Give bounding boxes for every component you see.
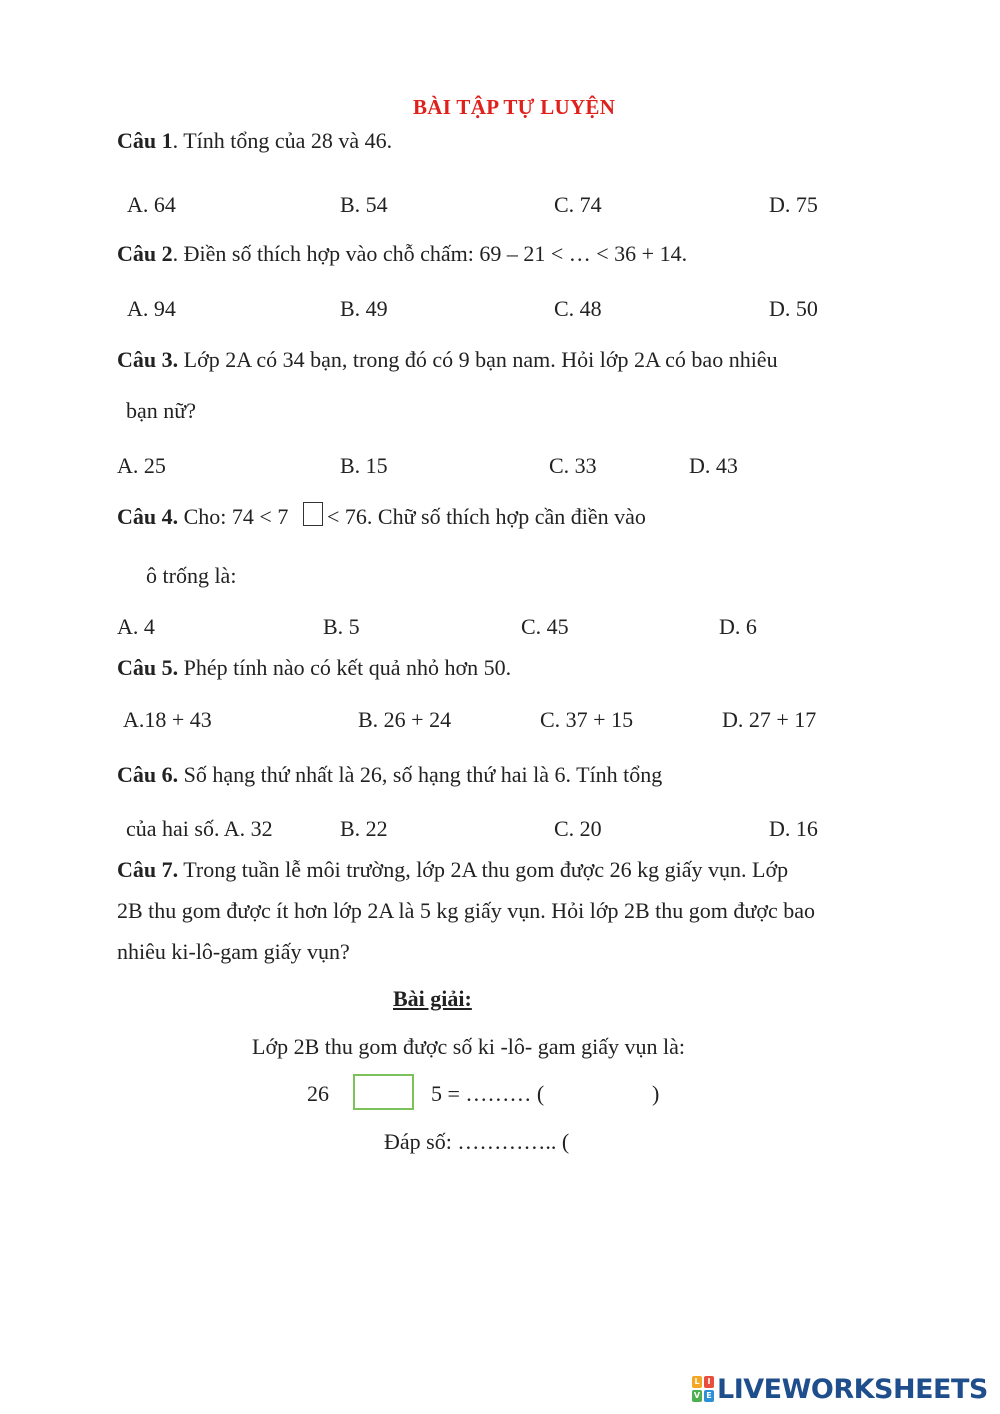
q3-option-b[interactable]: B. 15 [340, 453, 388, 478]
q4-option-c[interactable]: C. 45 [521, 614, 569, 639]
q6-option-d[interactable]: D. 16 [769, 816, 818, 841]
page-title: BÀI TẬP TỰ LUYỆN [413, 95, 616, 119]
q3-option-d[interactable]: D. 43 [689, 453, 738, 478]
q6-option-b[interactable]: B. 22 [340, 816, 388, 841]
q5-option-d[interactable]: D. 27 + 17 [722, 707, 817, 732]
mark-letter-e: E [704, 1390, 714, 1402]
q3-option-c[interactable]: C. 33 [549, 453, 597, 478]
q4-option-b[interactable]: B. 5 [323, 614, 360, 639]
mark-letter-l: L [692, 1376, 702, 1388]
question-1-text: . Tính tổng của 28 và 46. [172, 128, 393, 153]
question-7 [117, 857, 788, 883]
question-3 [117, 347, 778, 373]
mark-letter-v: V [693, 1391, 701, 1400]
liveworksheets-mark-icon [692, 1376, 714, 1402]
q4-option-a[interactable]: A. 4 [117, 614, 155, 639]
question-6-label: Câu 6. [117, 762, 179, 787]
question-2-label: Câu 2 [117, 241, 173, 266]
q5-option-b[interactable]: B. 26 + 24 [358, 707, 452, 732]
question-4-text-after: < 76. Chữ số thích hợp cần điền vào [327, 504, 646, 529]
question-1-label: Câu 1 [117, 128, 173, 153]
q1-option-d[interactable]: D. 75 [769, 192, 818, 217]
question-2 [117, 241, 687, 267]
q5-option-c[interactable]: C. 37 + 15 [540, 707, 634, 732]
question-7-label: Câu 7. [117, 857, 179, 882]
question-6 [117, 762, 662, 788]
q6-option-a[interactable]: của hai số. A. 32 [126, 816, 273, 841]
question-5 [117, 655, 511, 681]
q4-option-d[interactable]: D. 6 [719, 614, 757, 639]
q1-option-a[interactable]: A. 64 [127, 192, 176, 217]
digit-blank-box[interactable] [303, 502, 323, 526]
operator-answer-box[interactable] [353, 1074, 414, 1110]
question-5-text: Phép tính nào có kết quả nhỏ hơn 50. [178, 655, 512, 680]
q1-option-b[interactable]: B. 54 [340, 192, 388, 217]
q2-option-a[interactable]: A. 94 [127, 296, 176, 321]
question-4-text-cont: ô trống là: [146, 563, 237, 588]
calc-first-number: 26 [307, 1081, 329, 1106]
calc-unit-close: ) [652, 1081, 660, 1106]
question-6-text: Số hạng thứ nhất là 26, số hạng thứ hai là 6. Tính tổng [178, 762, 663, 787]
question-7-line-1: Trong tuần lễ môi trường, lớp 2A thu gom được 26 kg giấy vụn. Lớp [178, 857, 789, 882]
question-2-text: . Điền số thích hợp vào chỗ chấm: 69 – 21 < … < 36 + 14. [172, 241, 688, 266]
question-7-line-3: nhiêu ki-lô-gam giấy vụn? [117, 939, 350, 964]
answer-line: Đáp số: ………….. ( [384, 1129, 570, 1154]
question-3-label: Câu 3. [117, 347, 179, 372]
mark-letter-i: I [704, 1376, 714, 1388]
liveworksheets-brand: LIVEWORKSHEETS [717, 1373, 988, 1405]
question-3-text-cont: bạn nữ? [126, 398, 196, 423]
question-3-text: Lớp 2A có 34 bạn, trong đó có 9 bạn nam. Hỏi lớp 2A có bao nhiêu [178, 347, 778, 372]
calc-rest: 5 = ……… ( [431, 1081, 545, 1106]
question-4 [117, 504, 288, 530]
q3-option-a[interactable]: A. 25 [117, 453, 166, 478]
solution-line: Lớp 2B thu gom được số ki -lô- gam giấy vụn là: [252, 1034, 685, 1059]
q2-option-c[interactable]: C. 48 [554, 296, 602, 321]
question-5-label: Câu 5. [117, 655, 179, 680]
question-4-text-before: Cho: 74 < 7 [178, 504, 289, 529]
q5-option-a[interactable]: A.18 + 43 [123, 707, 212, 732]
question-1 [117, 128, 392, 154]
q2-option-d[interactable]: D. 50 [769, 296, 818, 321]
question-7-line-2: 2B thu gom được ít hơn lớp 2A là 5 kg giấy vụn. Hỏi lớp 2B thu gom được bao [117, 898, 815, 923]
solution-heading: Bài giải: [393, 986, 472, 1011]
question-4-label: Câu 4. [117, 504, 179, 529]
q6-option-c[interactable]: C. 20 [554, 816, 602, 841]
q1-option-c[interactable]: C. 74 [554, 192, 602, 217]
q2-option-b[interactable]: B. 49 [340, 296, 388, 321]
liveworksheets-logo [692, 1372, 988, 1406]
